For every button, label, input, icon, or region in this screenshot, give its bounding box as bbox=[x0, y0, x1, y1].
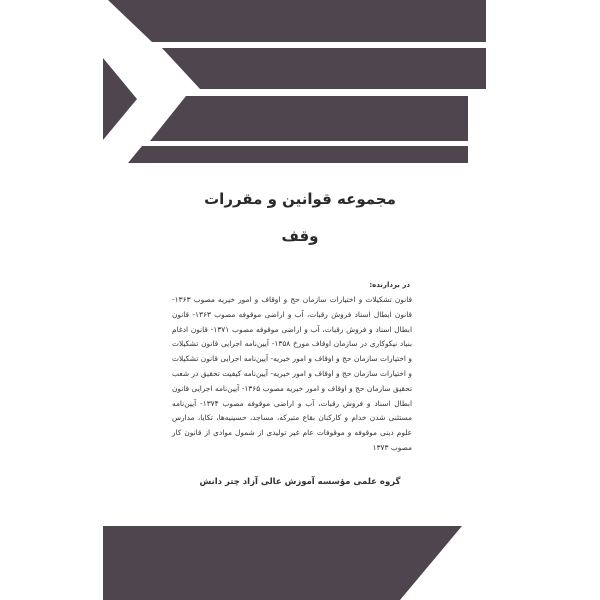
publisher-name: گروه علمی مؤسسه آموزش عالی آزاد چتر دانش bbox=[199, 477, 401, 487]
book-title-line2: وقف bbox=[281, 227, 319, 245]
book-title-line1: مجموعه قوانین و مقررات bbox=[204, 190, 396, 208]
top-band-3 bbox=[150, 96, 468, 141]
bottom-band bbox=[103, 526, 462, 600]
top-band-2 bbox=[162, 48, 486, 89]
contents-text: قانون تشکیلات و اختیارات سازمان حج و اوقاف و امور خیریه مصوب ۱۳۶۳- قانون ابطال اسناد فروش رقبات، آب و اراضی موقوفه مصوب ۱۳۶۳- قانون ابطال اسناد و فروش رقبات، آب و اراضی موقوفه مصوب ۱۳۷۱- قانون ادغام بنیاد نیکوکاری در سازمان اوقاف مورخ ۱۳۵۸- آیین‌نامه اجرایی قانون تشکیلات و اختیارات سازمان حج و اوقاف و امور خیریه- آیین‌نامه اجرایی قانون تشکیلات و اختیارات سازمان حج و اوقاف و امور خیریه- آیین‌نامه کیفیت تحقیق در شعب تحقیق سازمان حج و اوقاف و امور خیریه مصوب ۱۳۶۵- آیین‌نامه اجرایی قانون ابطال اسناد و فروش رقبات، آب و اراضی موقوفه مصوب ۱۳۷۴- آیین‌نامه مستثنی شدن خدام و کارکنان بقاع متبرکه، مساجد، حسینیه‌ها، تکایا، مدارس علوم دینی موقوفه و موقوفات عام غیر تولیدی از شمول موادی از قانون کار مصوب ۱۳۷۳ bbox=[172, 295, 413, 452]
top-band-1 bbox=[108, 0, 486, 42]
contents-label: در بردارنده: bbox=[369, 281, 410, 289]
top-band-4 bbox=[128, 146, 468, 163]
left-arrow bbox=[103, 58, 137, 140]
